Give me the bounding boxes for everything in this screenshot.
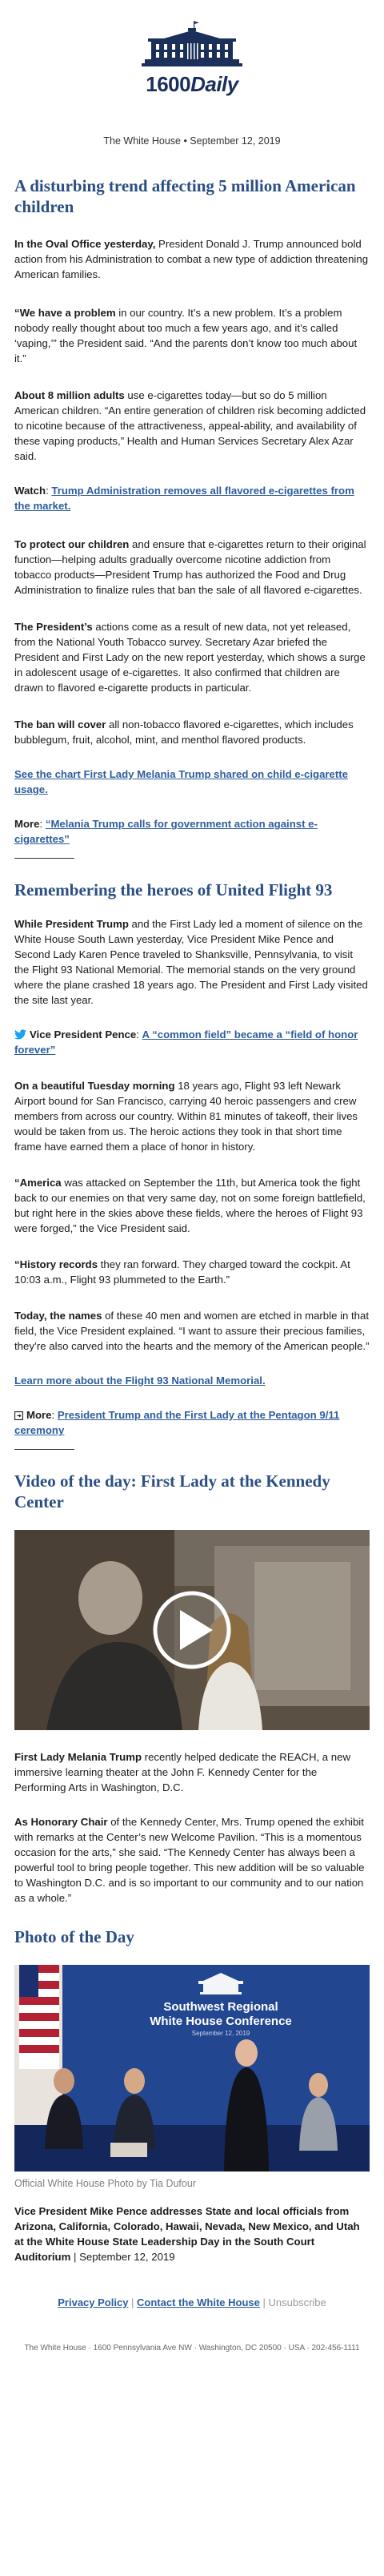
unsubscribe-link[interactable]: Unsubscribe: [268, 2296, 326, 2308]
twitter-bird-icon: [14, 1029, 26, 1040]
banner-line1: Southwest Regional: [163, 2000, 278, 2014]
privacy-policy-link[interactable]: Privacy Policy: [58, 2296, 129, 2308]
paragraph: Today, the names of these 40 men and women are etched in marble in that field, the Vice President explained. “I want to assure their precious families, they’re also carved into the hearts and the memory of the American people.”: [14, 1310, 370, 1352]
chart-line: [14, 767, 370, 797]
flag-stripes: [19, 1965, 59, 2069]
more-link[interactable]: President Trump and the First Lady at the Pentagon 9/11 ceremony: [14, 1409, 340, 1436]
paragraph: “History records they ran forward. They charged toward the cockpit. At 10:03 a.m., Flight 93 plummeted to the Earth.”: [14, 1258, 350, 1286]
contact-link[interactable]: Contact the White House: [137, 2296, 260, 2308]
paragraph: “We have a problem in our country. It’s a new problem. It’s a problem nobody really thought about too much a few years ago, and it’s called ‘vaping,’” the President said. “And the parents don’t know too much about it.”: [14, 307, 358, 364]
story-vaping: [0, 175, 384, 859]
story-title: A disturbing trend affecting 5 million American children: [14, 176, 356, 216]
more-line: More: “Melania Trump calls for government action against e-cigarettes”: [14, 818, 318, 845]
footer-address: The White House · 1600 Pennsylvania Ave NW · Washington, DC 20500 · USA · 202-456-1111: [24, 2344, 360, 2353]
paragraph: The ban will cover all non-tobacco flavored e-cigarettes, which includes bubblegum, fruit, alcohol, mint, and menthol flavored products.: [14, 718, 354, 746]
paragraph: The President’s actions come as a result of new data, not yet released, from the National Youth Tobacco survey. Secretary Azar briefed the President and First Lady on the new report yesterday, which shows a surge in adolescent usage of e-cigarettes. It also confirmed that children are drawn to flavored e-cigarette products in particular.: [14, 621, 366, 694]
footer-links: Privacy Policy | Contact the White House | Unsubscribe: [58, 2296, 326, 2308]
watch-link[interactable]: Trump Administration removes all flavored e-cigarettes from the market.: [14, 485, 354, 512]
chart-link[interactable]: See the chart First Lady Melania Trump shared on child e-cigarette usage.: [14, 768, 348, 795]
story-flight93: [0, 879, 384, 1450]
photo-description: Vice President Mike Pence addresses State and local officials from Arizona, California, Colorado, Hawaii, Nevada, New Mexico, and Utah at the White House State Leadership Day in the South Court Auditorium | September 12, 2019: [14, 2205, 360, 2263]
paragraph: As Honorary Chair of the Kennedy Center, Mrs. Trump opened the exhibit with remarks at the Center’s new Welcome Pavilion. “This is a momentous occasion for the arts,” she said. “The Kennedy Center has always been a powerful tool to bring people together. This new addition will be so valuable to Washington D.C. and is so important to our community and to our nation as a whole.”: [14, 1816, 365, 1904]
brand-number: 1600: [146, 72, 191, 96]
photo-caption: Official White House Photo by Tia Dufour: [14, 2178, 196, 2189]
learn-line: [14, 1373, 370, 1388]
masthead: [0, 0, 384, 147]
paragraph: To protect our children and ensure that e-cigarettes return to their original function—helping adults gradually overcome nicotine addiction from tobacco products—President Trump has authorized the Food and Drug Administration to finalize rules that ban the sale of all flavored e-cigarettes.: [14, 538, 366, 596]
banner-line2: White House Conference: [150, 2015, 292, 2028]
white-house-logo[interactable]: [140, 21, 244, 70]
paragraph: About 8 million adults use e-cigarettes today—but so do 5 million American children. “An entire generation of children risk becoming addicted to nicotine because of the attractiveness, appeal-ability, and availability of these vaping products,” Health and Human Services Secretary Alex Azar said.: [14, 389, 366, 462]
story-title: Remembering the heroes of United Flight 93: [14, 880, 333, 900]
arrow-icon: [14, 1411, 23, 1420]
story-title: Video of the day: First Lady at the Kennedy Center: [14, 1471, 330, 1511]
brand-word: Daily: [190, 72, 238, 96]
vp-link[interactable]: A “common field” became a “field of honor forever”: [14, 1028, 358, 1056]
brand-title: [0, 72, 384, 97]
learn-link[interactable]: Learn more about the Flight 93 National Memorial.: [14, 1375, 266, 1387]
vp-line: Vice President Pence: A “common field” became a “field of honor forever”: [14, 1028, 358, 1056]
more-link[interactable]: “Melania Trump calls for government action against e-cigarettes”: [14, 818, 318, 845]
paragraph: In the Oval Office yesterday, President Donald J. Trump announced bold action from his Administration to combat a new type of addiction threatening American families.: [14, 238, 369, 280]
video-thumbnail[interactable]: [14, 1530, 370, 1730]
divider: [14, 1449, 74, 1450]
divider: [14, 858, 74, 859]
story-photo: [0, 1926, 384, 2264]
photo-of-day[interactable]: [14, 1965, 370, 2171]
story-video: [0, 1471, 384, 1906]
story-title: Photo of the Day: [14, 1927, 134, 1946]
banner-date: September 12, 2019: [191, 2030, 250, 2037]
paragraph: “America was attacked on September the 11th, but America took the fight back to our enemies on that very same day, not on some foreign battlefield, but right here in the skies above these fields, where the heroes of Flight 93 were forged,” the Vice President said.: [14, 1177, 366, 1234]
more-line: More: President Trump and the First Lady at the Pentagon 9/11 ceremony: [14, 1409, 340, 1436]
paragraph: First Lady Melania Trump recently helped dedicate the REACH, a new immersive learning theater at the John F. Kennedy Center for the Performing Arts in Washington, D.C.: [14, 1751, 350, 1793]
paragraph: While President Trump and the First Lady led a moment of silence on the White House South Lawn yesterday, Vice President Mike Pence and Second Lady Karen Pence traveled to Shanksville, Pennsylvania, to visit the Flight 93 National Memorial. The memorial stands on the very ground where the plane crashed 18 years ago. The President and First Lady visited the site last year.: [14, 918, 368, 1006]
watch-line: Watch: Trump Administration removes all flavored e-cigarettes from the market.: [14, 485, 354, 512]
dateline: The White House • September 12, 2019: [103, 135, 281, 147]
paragraph: On a beautiful Tuesday morning 18 years ago, Flight 93 left Newark Airport bound for San Francisco, carrying 40 heroic passengers and crew members from across our country. Within 81 minutes of takeoff, their lives would be taken from us. The heroic actions they took in that short time frame have earned them a place of honor in history.: [14, 1080, 358, 1153]
